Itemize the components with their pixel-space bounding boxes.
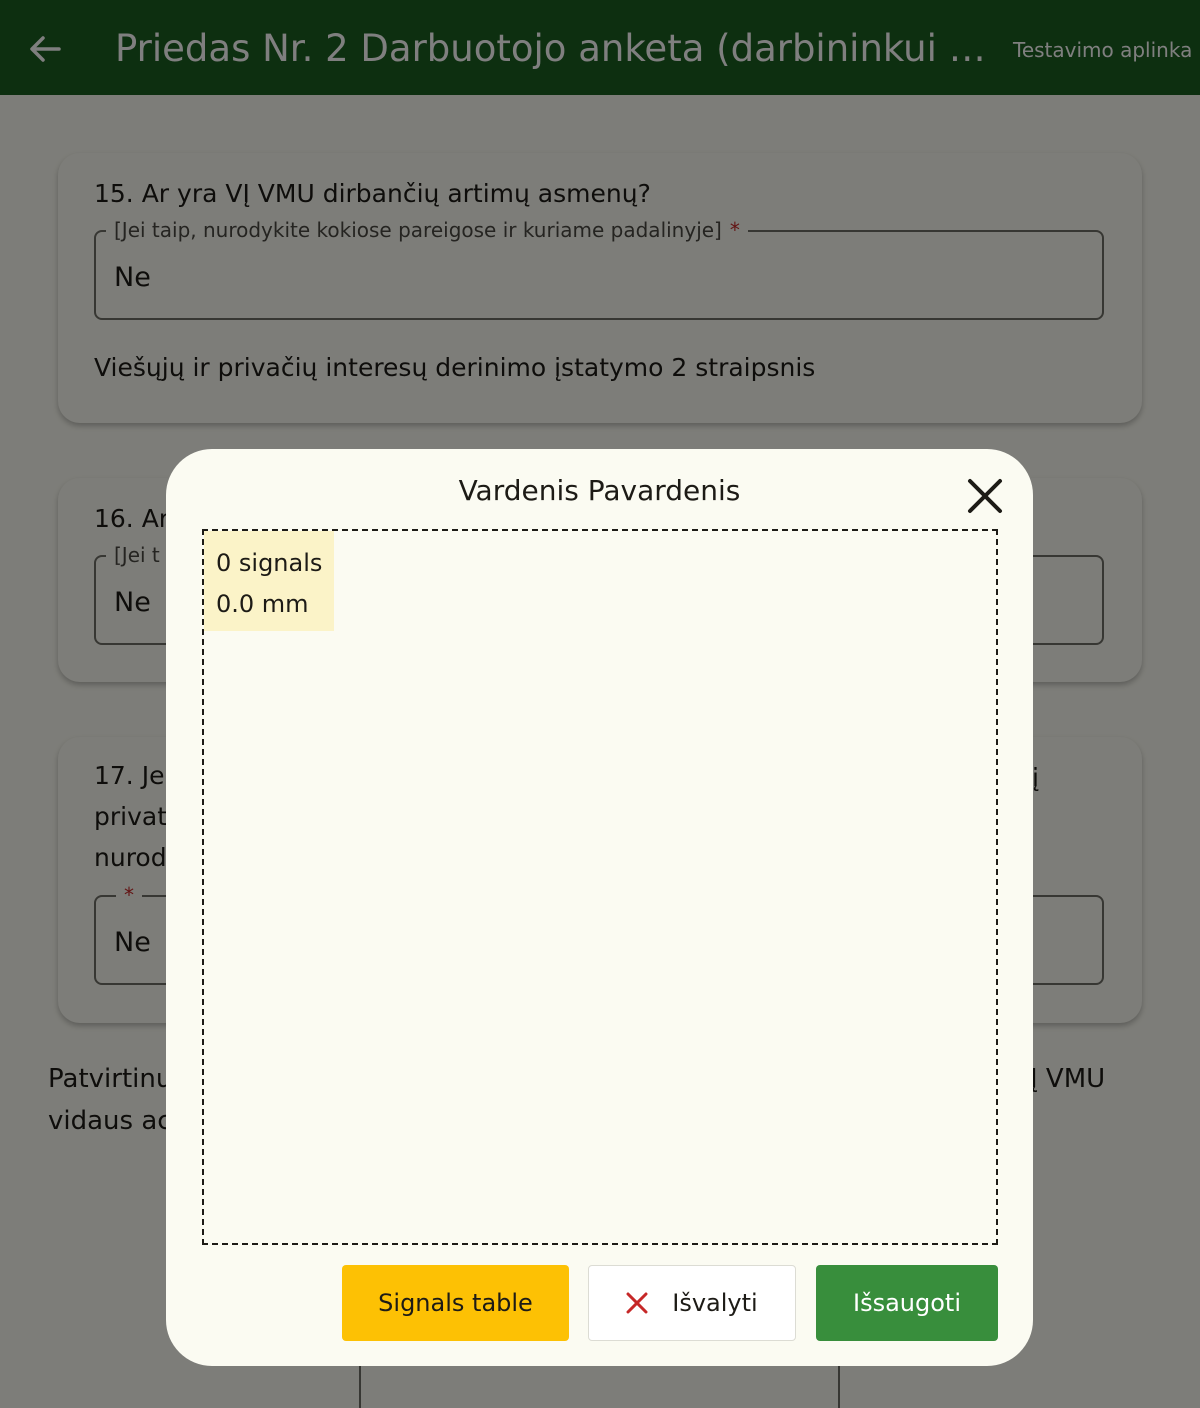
close-icon bbox=[626, 1292, 648, 1314]
save-button[interactable] bbox=[816, 1265, 998, 1341]
signals-table-button[interactable] bbox=[342, 1265, 569, 1341]
clear-button[interactable] bbox=[588, 1265, 796, 1341]
signature-dialog bbox=[166, 449, 1033, 1366]
close-icon[interactable] bbox=[966, 477, 1004, 515]
signals-count: 0 signals bbox=[216, 549, 323, 577]
dialog-title: Vardenis Pavardenis bbox=[458, 474, 741, 507]
signals-table-label: Signals table bbox=[378, 1289, 533, 1317]
signature-stats bbox=[204, 531, 334, 631]
signature-pad[interactable] bbox=[202, 529, 998, 1245]
stroke-distance: 0.0 mm bbox=[216, 590, 309, 618]
save-label: Išsaugoti bbox=[853, 1289, 961, 1317]
clear-label: Išvalyti bbox=[672, 1289, 758, 1317]
